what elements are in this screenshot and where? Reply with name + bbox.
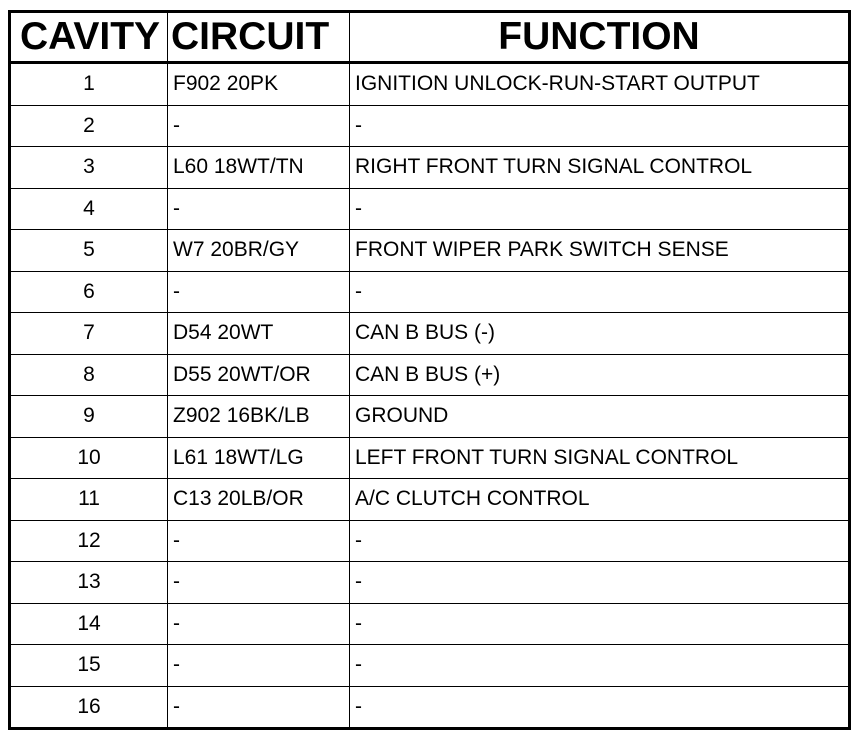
circuit-cell: L61 18WT/LG bbox=[168, 437, 350, 479]
table-row bbox=[10, 313, 850, 355]
table-row bbox=[10, 354, 850, 396]
table-row bbox=[10, 188, 850, 230]
function-cell: - bbox=[350, 520, 850, 562]
cavity-cell: 11 bbox=[10, 479, 168, 521]
function-cell: - bbox=[350, 105, 850, 147]
circuit-cell: - bbox=[168, 105, 350, 147]
function-cell: - bbox=[350, 188, 850, 230]
cavity-cell: 10 bbox=[10, 437, 168, 479]
table-row bbox=[10, 603, 850, 645]
circuit-cell: D55 20WT/OR bbox=[168, 354, 350, 396]
function-cell: FRONT WIPER PARK SWITCH SENSE bbox=[350, 230, 850, 272]
circuit-cell: - bbox=[168, 645, 350, 687]
table-row bbox=[10, 396, 850, 438]
circuit-cell: C13 20LB/OR bbox=[168, 479, 350, 521]
function-column-header: FUNCTION bbox=[350, 12, 850, 63]
function-cell: - bbox=[350, 271, 850, 313]
function-cell: CAN B BUS (-) bbox=[350, 313, 850, 355]
circuit-cell: - bbox=[168, 271, 350, 313]
function-cell: A/C CLUTCH CONTROL bbox=[350, 479, 850, 521]
circuit-cell: Z902 16BK/LB bbox=[168, 396, 350, 438]
function-cell: - bbox=[350, 645, 850, 687]
function-cell: - bbox=[350, 686, 850, 729]
table-row bbox=[10, 686, 850, 729]
table-row bbox=[10, 645, 850, 687]
table-body bbox=[10, 63, 850, 729]
function-cell: RIGHT FRONT TURN SIGNAL CONTROL bbox=[350, 147, 850, 189]
cavity-column-header: CAVITY bbox=[10, 12, 168, 63]
circuit-column-header: CIRCUIT bbox=[168, 12, 350, 63]
function-cell: CAN B BUS (+) bbox=[350, 354, 850, 396]
cavity-cell: 8 bbox=[10, 354, 168, 396]
connector-pinout-table bbox=[8, 10, 851, 730]
circuit-cell: - bbox=[168, 686, 350, 729]
function-cell: IGNITION UNLOCK-RUN-START OUTPUT bbox=[350, 63, 850, 106]
cavity-cell: 7 bbox=[10, 313, 168, 355]
cavity-cell: 9 bbox=[10, 396, 168, 438]
circuit-cell: - bbox=[168, 520, 350, 562]
circuit-cell: F902 20PK bbox=[168, 63, 350, 106]
table-row bbox=[10, 271, 850, 313]
table-row bbox=[10, 520, 850, 562]
cavity-cell: 1 bbox=[10, 63, 168, 106]
circuit-cell: - bbox=[168, 562, 350, 604]
cavity-cell: 2 bbox=[10, 105, 168, 147]
table-row bbox=[10, 230, 850, 272]
cavity-cell: 4 bbox=[10, 188, 168, 230]
cavity-cell: 16 bbox=[10, 686, 168, 729]
cavity-cell: 12 bbox=[10, 520, 168, 562]
circuit-cell: - bbox=[168, 188, 350, 230]
cavity-cell: 3 bbox=[10, 147, 168, 189]
cavity-cell: 6 bbox=[10, 271, 168, 313]
table-row bbox=[10, 437, 850, 479]
function-cell: - bbox=[350, 562, 850, 604]
table-row bbox=[10, 105, 850, 147]
cavity-cell: 15 bbox=[10, 645, 168, 687]
table-row bbox=[10, 147, 850, 189]
circuit-cell: - bbox=[168, 603, 350, 645]
circuit-cell: W7 20BR/GY bbox=[168, 230, 350, 272]
table-row bbox=[10, 479, 850, 521]
cavity-cell: 13 bbox=[10, 562, 168, 604]
table-row bbox=[10, 63, 850, 106]
header-row bbox=[10, 12, 850, 63]
function-cell: LEFT FRONT TURN SIGNAL CONTROL bbox=[350, 437, 850, 479]
cavity-cell: 5 bbox=[10, 230, 168, 272]
circuit-cell: L60 18WT/TN bbox=[168, 147, 350, 189]
cavity-cell: 14 bbox=[10, 603, 168, 645]
function-cell: GROUND bbox=[350, 396, 850, 438]
circuit-cell: D54 20WT bbox=[168, 313, 350, 355]
table-row bbox=[10, 562, 850, 604]
function-cell: - bbox=[350, 603, 850, 645]
